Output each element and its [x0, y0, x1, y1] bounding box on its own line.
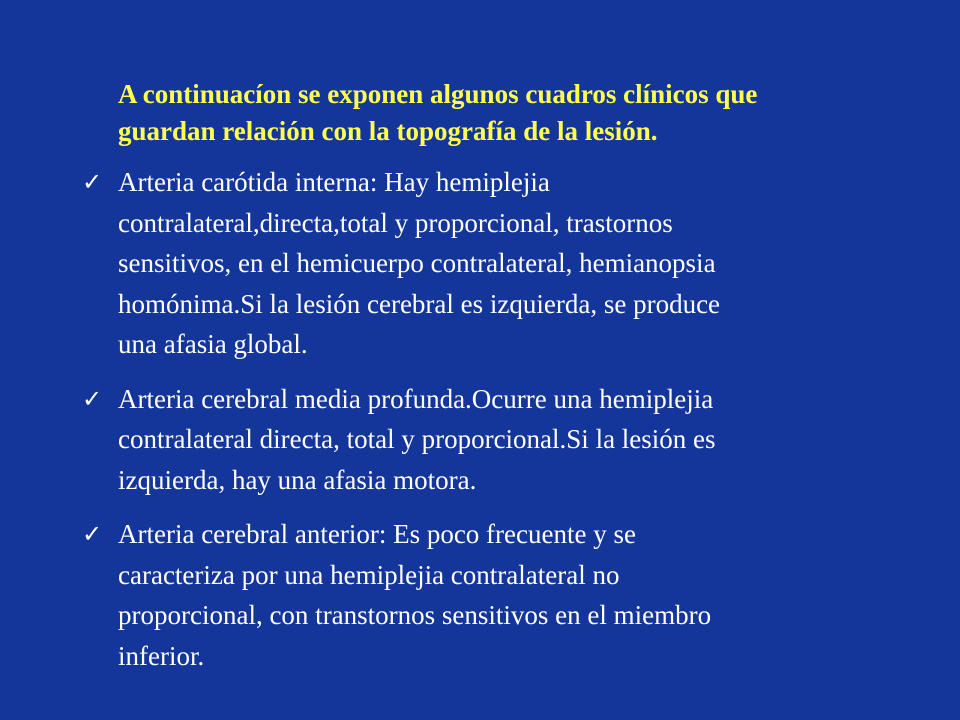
bullet-item-carotid: [80, 162, 880, 365]
bullet-line: Arteria cerebral anterior: Es poco frecuente y se: [118, 519, 636, 549]
bullet-item-anterior-cerebral: [80, 514, 880, 676]
bullet-line: contralateral directa, total y proporcional.Si la lesión es: [118, 424, 716, 454]
bullet-line: una afasia global.: [118, 329, 308, 359]
checkmark-icon: ✓: [82, 520, 103, 548]
bullet-line: inferior.: [118, 640, 205, 671]
bullet-line: izquierda, hay una afasia motora.: [118, 464, 477, 495]
intro-line: A continuacíon se exponen algunos cuadros clínicos que: [118, 79, 758, 109]
bullet-line: proporcional, con transtornos sensitivos en el miembro: [118, 600, 712, 630]
bullet-line: Arteria cerebral media profunda.Ocurre una hemiplejia: [118, 383, 714, 414]
intro-paragraph: [118, 76, 878, 150]
bullet-line: homónima.Si la lesión cerebral es izquierda, se produce: [118, 288, 721, 319]
bullet-item-middle-cerebral: [80, 379, 880, 501]
bullet-line: Arteria carótida interna: Hay hemiplejia: [118, 167, 550, 197]
bullet-list: [80, 162, 880, 676]
checkmark-icon: ✓: [82, 384, 103, 413]
bullet-line: contralateral,directa,total y proporcional, trastornos: [118, 207, 673, 238]
bullet-line: caracteriza por una hemiplejia contralateral no: [118, 559, 620, 590]
bullet-line: sensitivos, en el hemicuerpo contralateral, hemianopsia: [118, 248, 716, 278]
checkmark-icon: ✓: [82, 168, 103, 196]
intro-line: guardan relación con la topografía de la lesión.: [118, 116, 658, 146]
